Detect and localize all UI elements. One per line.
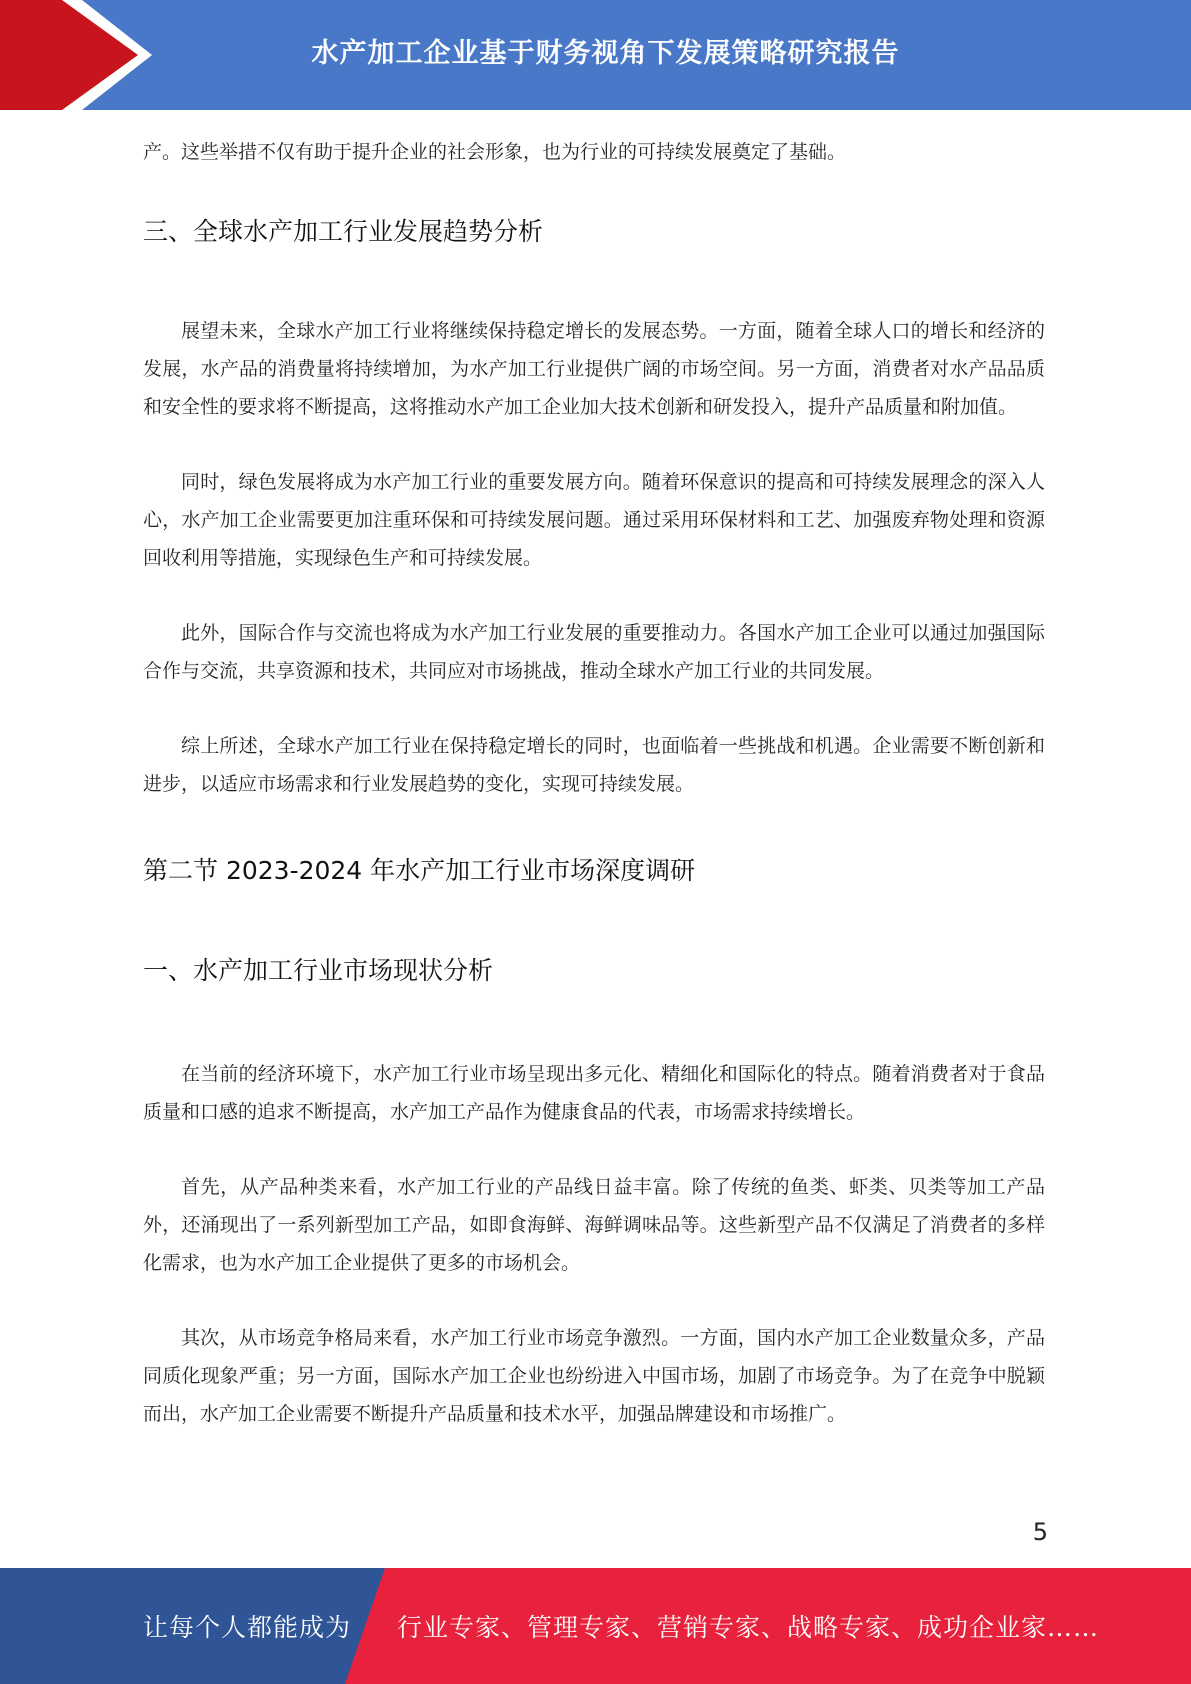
body-paragraph: 综上所述，全球水产加工行业在保持稳定增长的同时，也面临着一些挑战和机遇。企业需要不断创新和进步，以适应市场需求和行业发展趋势的变化，实现可持续发展。 [143, 735, 1045, 795]
page-number: 5 [1032, 1518, 1048, 1546]
section-heading-global-trends: 三、全球水产加工行业发展趋势分析 [143, 217, 544, 246]
lead-paragraph: 产。这些举措不仅有助于提升企业的社会形象，也为行业的可持续发展奠定了基础。 [143, 141, 847, 163]
page-footer [0, 1568, 1191, 1684]
body-paragraph: 在当前的经济环境下，水产加工行业市场呈现出多元化、精细化和国际化的特点。随着消费者对于食品质量和口感的追求不断提高，水产加工产品作为健康食品的代表，市场需求持续增长。 [143, 1063, 1045, 1123]
subsection-heading-market-status: 一、水产加工行业市场现状分析 [143, 956, 494, 985]
main-content [143, 133, 1045, 1470]
body-paragraph: 展望未来，全球水产加工行业将继续保持稳定增长的发展态势。一方面，随着全球人口的增长和经济的发展，水产品的消费量将持续增加，为水产加工行业提供广阔的市场空间。另一方面，消费者对水产品品质和安全性的要求将不断提高，这将推动水产加工企业加大技术创新和研发投入，提升产品质量和附加值。 [143, 320, 1045, 418]
body-paragraph: 同时，绿色发展将成为水产加工行业的重要发展方向。随着环保意识的提高和可持续发展理念的深入人心，水产加工企业需要更加注重环保和可持续发展问题。通过采用环保材料和工艺、加强废弃物处理和资源回收利用等措施，实现绿色生产和可持续发展。 [143, 471, 1045, 569]
body-paragraph: 首先，从产品种类来看，水产加工行业的产品线日益丰富。除了传统的鱼类、虾类、贝类等加工产品外，还涌现出了一系列新型加工产品，如即食海鲜、海鲜调味品等。这些新型产品不仅满足了消费者的多样化需求，也为水产加工企业提供了更多的市场机会。 [143, 1176, 1045, 1274]
body-paragraph: 其次，从市场竞争格局来看，水产加工行业市场竞争激烈。一方面，国内水产加工企业数量众多，产品同质化现象严重；另一方面，国际水产加工企业也纷纷进入中国市场，加剧了市场竞争。为了在竞争中脱颖而出，水产加工企业需要不断提升产品质量和技术水平，加强品牌建设和市场推广。 [143, 1327, 1045, 1425]
footer-slogan-left: 让每个人都能成为 [143, 1613, 352, 1642]
report-title: 水产加工企业基于财务视角下发展策略研究报告 [311, 37, 900, 69]
page-header [0, 0, 1191, 110]
section-heading-market-research: 第二节 2023-2024 年水产加工行业市场深度调研 [143, 856, 696, 885]
body-paragraph: 此外，国际合作与交流也将成为水产加工行业发展的重要推动力。各国水产加工企业可以通过加强国际合作与交流，共享资源和技术，共同应对市场挑战，推动全球水产加工行业的共同发展。 [143, 622, 1045, 682]
footer-slogan-right: 行业专家、管理专家、营销专家、战略专家、成功企业家…… [397, 1613, 1100, 1642]
